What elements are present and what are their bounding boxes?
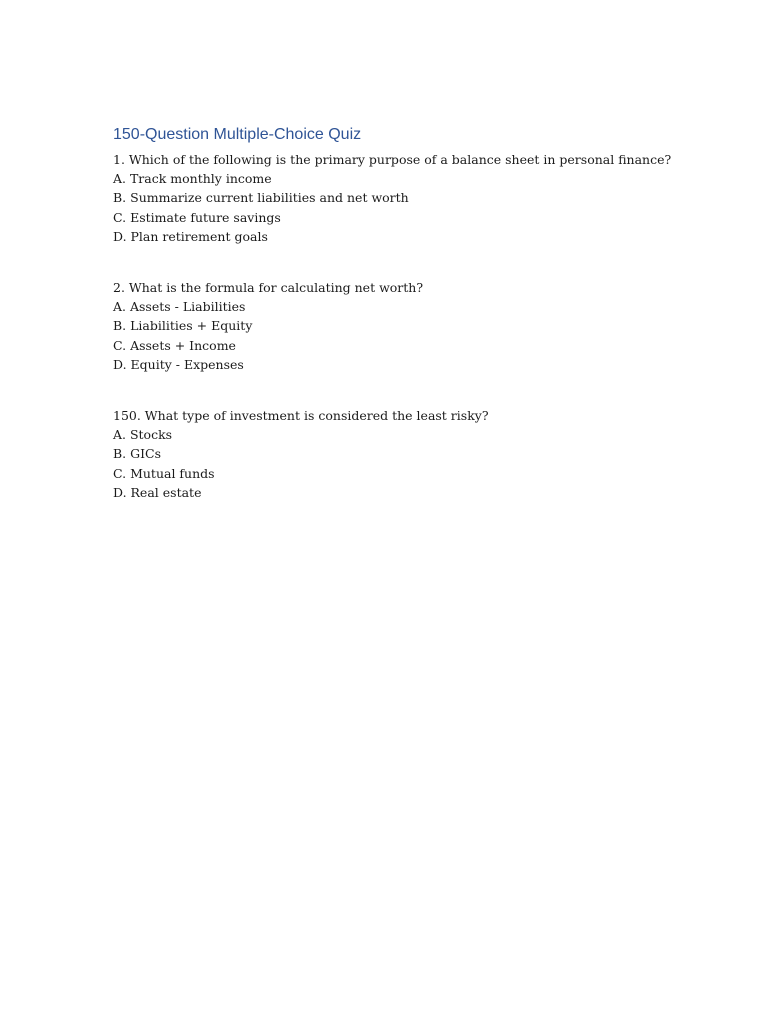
answer-option-d: D. Real estate <box>113 484 202 500</box>
answer-option-b: B. GICs <box>113 446 162 462</box>
answer-option-a: A. Track monthly income <box>113 171 272 187</box>
answer-option-d: D. Plan retirement goals <box>113 228 268 244</box>
page-title: 150-Question Multiple-Choice Quiz <box>113 126 362 143</box>
question-block <box>113 278 673 374</box>
document-page <box>113 124 673 502</box>
answer-option-d: D. Equity - Expenses <box>113 356 244 372</box>
answer-option-a: A. Stocks <box>113 427 173 443</box>
answer-option-c: C. Estimate future savings <box>113 209 281 225</box>
answer-option-a: A. Assets - Liabilities <box>113 299 246 315</box>
question-prompt: 150. What type of investment is considered the least risky? <box>113 408 489 424</box>
question-block <box>113 150 673 246</box>
answer-option-b: B. Liabilities + Equity <box>113 318 253 334</box>
answer-option-c: C. Mutual funds <box>113 465 215 481</box>
question-block <box>113 406 673 502</box>
answer-option-c: C. Assets + Income <box>113 337 236 353</box>
answer-option-b: B. Summarize current liabilities and net worth <box>113 190 409 206</box>
question-prompt: 1. Which of the following is the primary purpose of a balance sheet in personal finance? <box>113 152 672 167</box>
question-prompt: 2. What is the formula for calculating net worth? <box>113 280 424 296</box>
